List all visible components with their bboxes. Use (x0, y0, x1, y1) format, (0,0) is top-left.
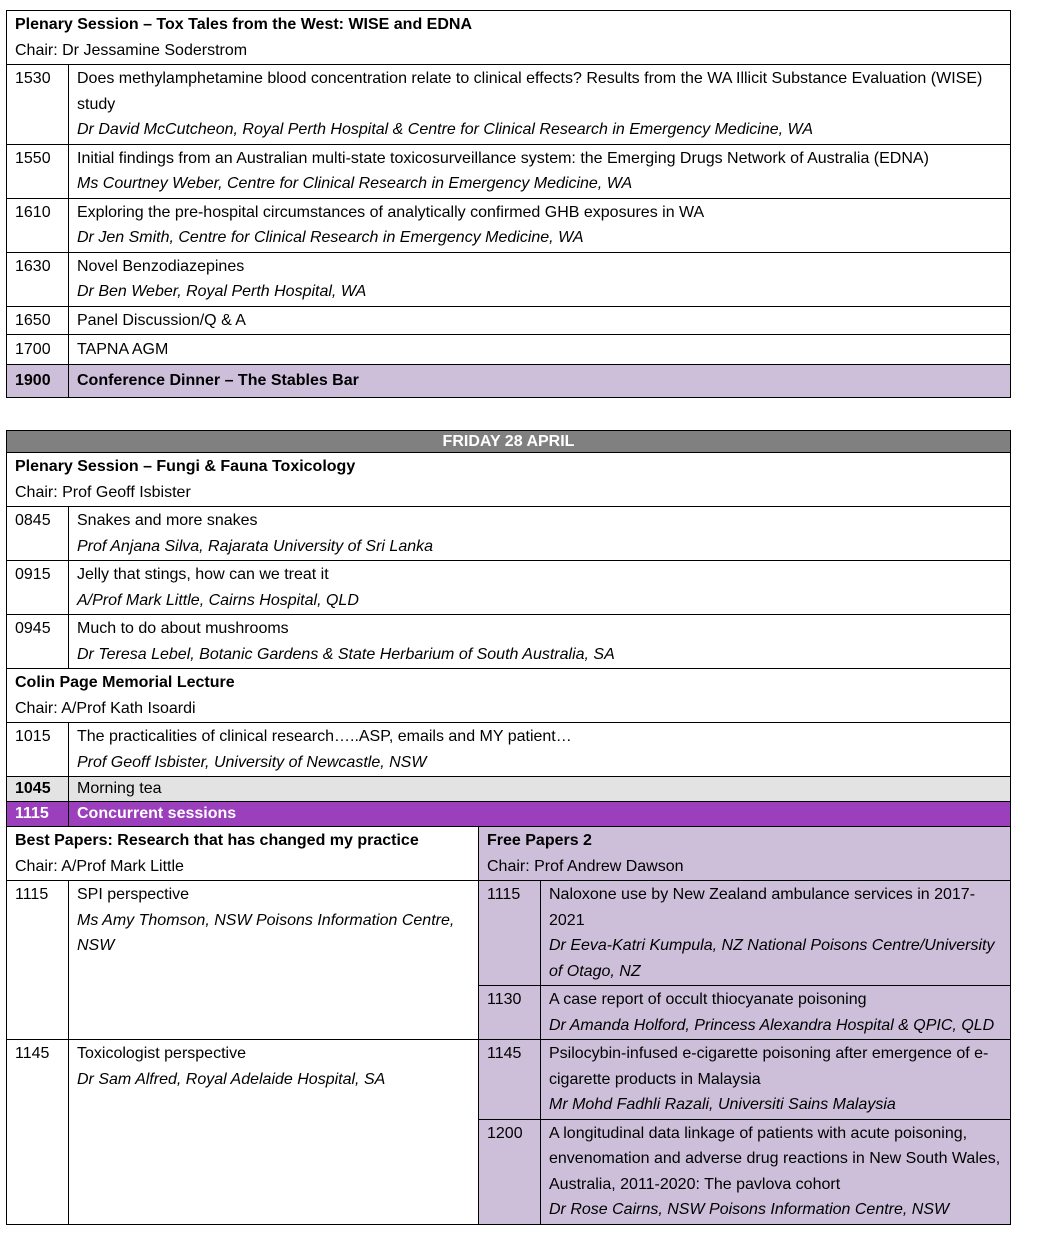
time-cell: 1550 (7, 144, 69, 198)
time-cell: 1530 (7, 65, 69, 145)
break-title: Morning tea (69, 777, 1011, 802)
talk-title: SPI perspective (77, 886, 190, 903)
talk-cell (69, 144, 1011, 198)
talk-cell (69, 252, 1011, 306)
thursday-afternoon-table (6, 10, 1011, 398)
talk-title: Much to do about mushrooms (77, 620, 289, 637)
session-chair: Chair: A/Prof Kath Isoardi (15, 699, 196, 717)
talk-speaker: Dr Eeva-Katri Kumpula, NZ National Poisons Centre/University of Otago, NZ (549, 937, 995, 980)
session-title: Colin Page Memorial Lecture (15, 674, 235, 691)
talk-speaker: Dr Ben Weber, Royal Perth Hospital, WA (77, 283, 367, 300)
concurrent-title: Concurrent sessions (69, 802, 1011, 827)
stream-header-right (479, 827, 1011, 881)
table-row (7, 615, 1011, 669)
talk-cell (69, 723, 1011, 777)
time-cell: 1045 (7, 777, 69, 802)
time-cell: 0845 (7, 507, 69, 561)
table-row (7, 144, 1011, 198)
talk-speaker: A/Prof Mark Little, Cairns Hospital, QLD (77, 591, 359, 609)
talk-speaker: Mr Mohd Fadhli Razali, Universiti Sains Malaysia (549, 1096, 896, 1113)
talk-cell (69, 881, 479, 1040)
talk-title: The practicalities of clinical research…..ASP, emails and MY patient… (77, 728, 572, 745)
time-cell: 1145 (7, 1040, 69, 1225)
time-cell: 1700 (7, 335, 69, 365)
talk-cell (69, 507, 1011, 561)
table-row (7, 881, 1011, 986)
talk-title: Psilocybin-infused e-cigarette poisoning after emergence of e-cigarette products in Malaysia (549, 1045, 989, 1088)
time-cell: 0945 (7, 615, 69, 669)
morning-tea-row (7, 777, 1011, 802)
session-header (7, 11, 1011, 65)
time-cell: 0915 (7, 561, 69, 615)
time-cell: 1115 (479, 881, 541, 986)
talk-title: Exploring the pre-hospital circumstances of analytically confirmed GHB exposures in WA (77, 203, 705, 221)
talk-cell (69, 335, 1011, 365)
talk-speaker: Prof Geoff Isbister, University of Newcastle, NSW (77, 753, 427, 771)
talk-cell (69, 615, 1011, 669)
table-row (7, 252, 1011, 306)
time-cell: 1130 (479, 986, 541, 1040)
talk-title: Jelly that stings, how can we treat it (77, 566, 329, 583)
table-row (7, 198, 1011, 252)
session-chair: Chair: Prof Geoff Isbister (15, 483, 191, 501)
time-cell: 1115 (7, 881, 69, 1040)
talk-cell (541, 1119, 1011, 1224)
talk-speaker: Dr David McCutcheon, Royal Perth Hospital & Centre for Clinical Research in Emergency Medicine, WA (77, 121, 813, 138)
session-title: Plenary Session – Tox Tales from the West: WISE and EDNA (15, 16, 472, 33)
talk-speaker: Dr Sam Alfred, Royal Adelaide Hospital, SA (77, 1070, 386, 1088)
talk-speaker: Ms Courtney Weber, Centre for Clinical Research in Emergency Medicine, WA (77, 175, 633, 192)
talk-title: Panel Discussion/Q & A (77, 311, 246, 329)
dinner-row (7, 365, 1011, 398)
table-row (7, 723, 1011, 777)
talk-title: TAPNA AGM (77, 341, 169, 358)
session-header (7, 453, 1011, 507)
talk-cell (541, 1040, 1011, 1120)
talk-speaker: Prof Anjana Silva, Rajarata University of Sri Lanka (77, 537, 434, 555)
table-row (7, 507, 1011, 561)
talk-cell (69, 306, 1011, 335)
talk-cell (69, 198, 1011, 252)
time-cell: 1015 (7, 723, 69, 777)
time-cell: 1650 (7, 306, 69, 335)
talk-speaker: Dr Teresa Lebel, Botanic Gardens & State Herbarium of South Australia, SA (77, 645, 615, 663)
table-row (7, 1040, 1011, 1120)
talk-cell (541, 986, 1011, 1040)
stream-chair: Chair: A/Prof Mark Little (15, 857, 184, 875)
talk-speaker: Ms Amy Thomson, NSW Poisons Information Centre, NSW (77, 911, 455, 954)
talk-title: A case report of occult thiocyanate poisoning (549, 991, 867, 1008)
talk-cell (69, 561, 1011, 615)
stream-header-left (7, 827, 479, 881)
time-cell: 1610 (7, 198, 69, 252)
talk-cell (69, 1040, 479, 1225)
talk-cell (541, 881, 1011, 986)
stream-chair: Chair: Prof Andrew Dawson (487, 857, 684, 875)
concurrent-row (7, 802, 1011, 827)
time-cell: 1630 (7, 252, 69, 306)
talk-cell (69, 65, 1011, 145)
time-cell: 1115 (7, 802, 69, 827)
talk-title: Novel Benzodiazepines (77, 257, 245, 275)
time-cell: 1200 (479, 1119, 541, 1224)
table-row (7, 335, 1011, 365)
time-cell: 1900 (7, 365, 69, 398)
talk-title: Initial findings from an Australian multi-state toxicosurveillance system: the Emerging Drugs Network of Australia (EDNA) (77, 149, 929, 167)
talk-speaker: Dr Amanda Holford, Princess Alexandra Hospital & QPIC, QLD (549, 1016, 995, 1034)
talk-speaker: Dr Rose Cairns, NSW Poisons Information Centre, NSW (549, 1201, 950, 1218)
table-row (7, 65, 1011, 145)
friday-table (6, 430, 1011, 1225)
session-chair: Chair: Dr Jessamine Soderstrom (15, 41, 248, 59)
session-header (7, 669, 1011, 723)
talk-title: Does methylamphetamine blood concentration relate to clinical effects? Results from the WA Illicit Substance Evaluation (WISE) study (77, 70, 983, 113)
talk-title: A longitudinal data linkage of patients with acute poisoning, envenomation and adverse drug reactions in New South Wales, Australia, 2011-2020: The pavlova cohort (549, 1124, 1001, 1193)
time-cell: 1145 (479, 1040, 541, 1120)
table-row (7, 306, 1011, 335)
talk-title: Toxicologist perspective (77, 1045, 246, 1062)
stream-title: Free Papers 2 (487, 832, 592, 849)
dinner-title: Conference Dinner – The Stables Bar (69, 365, 1011, 398)
talk-speaker: Dr Jen Smith, Centre for Clinical Research in Emergency Medicine, WA (77, 229, 584, 246)
talk-title: Naloxone use by New Zealand ambulance services in 2017-2021 (549, 886, 976, 929)
day-header: FRIDAY 28 APRIL (7, 431, 1011, 453)
talk-title: Snakes and more snakes (77, 512, 258, 529)
stream-title: Best Papers: Research that has changed my practice (15, 832, 419, 849)
session-title: Plenary Session – Fungi & Fauna Toxicology (15, 458, 356, 475)
table-row (7, 561, 1011, 615)
